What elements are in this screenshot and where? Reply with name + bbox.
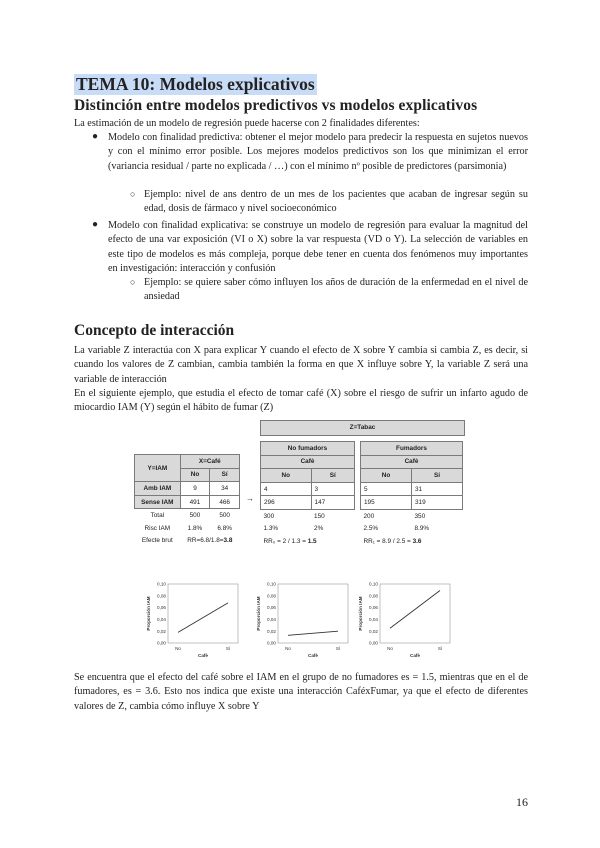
y-tick-label: 0,04 — [369, 617, 378, 622]
section-heading-distincion: Distinción entre modelos predictivos vs modelos explicativos — [74, 97, 478, 114]
y-tick-label: 0,08 — [267, 593, 276, 599]
x-axis-label: Cafè — [410, 653, 420, 658]
page-title: TEMA 10: Modelos explicativos — [76, 74, 315, 94]
y-tick-label: 0,02 — [369, 628, 378, 634]
plot-frame — [278, 584, 348, 643]
x-tick-label: No — [387, 646, 393, 651]
smokers-rr — [361, 535, 463, 548]
subheader-cafe: Cafè — [361, 455, 463, 469]
x-tick-label: Sí — [335, 646, 341, 651]
col-si: Sí — [210, 468, 240, 482]
paragraph-ejemplo: En el siguiente ejemplo, que estudia el efecto de tomar café (X) sobre el riesgo de sufrir un infarto agudo de miocardio IAM (Y) según el hábito de fumar (Z) — [74, 388, 528, 414]
bullet-marker: ● — [92, 131, 99, 142]
table-cell: 147 — [311, 496, 354, 510]
sub-bullet-marker: ○ — [130, 189, 136, 199]
sub-bullet-explicativa: Ejemplo: se quiere saber cómo influyen los años de duración de la enfermedad en el nivel de ansiedad — [144, 277, 528, 303]
table-cell: 296 — [261, 496, 312, 510]
plot-frame — [168, 584, 238, 643]
table-cell: 466 — [210, 495, 240, 509]
y-tick-label: 0,10 — [369, 581, 378, 587]
y-axis-label: Proporción IAM — [358, 596, 363, 631]
table-cell: 1.8% — [187, 524, 203, 532]
table-cell: 2.5% — [363, 525, 379, 533]
crude-rr-value: 3.8 — [223, 537, 233, 545]
crude-rr-formula: RR=6.8/1.8= — [187, 537, 224, 545]
table-cell: 300 — [263, 512, 275, 520]
x-tick-label: Sí — [225, 646, 231, 651]
interaction-figure — [132, 420, 468, 665]
table-cell: 8.9% — [414, 525, 430, 533]
table-cell: 500 — [219, 512, 230, 520]
col-si: Sí — [411, 469, 462, 483]
y-tick-label: 0,06 — [369, 605, 378, 611]
x-axis-label: Cafè — [198, 653, 208, 658]
smokers-rr-formula: RR₁ = 8.9 / 2.5 = — [363, 537, 413, 545]
y-tick-label: 0,00 — [369, 640, 378, 646]
x-tick-label: No — [285, 646, 291, 651]
y-tick-label: 0,06 — [157, 605, 166, 611]
table-cell: 9 — [180, 482, 210, 496]
paragraph-definicion: La variable Z interactúa con X para explicar Y cuando el efecto de X sobre Y cambia si cambia Z, es decir, si cuando los valores de Z cambian, cambia también la forma en que X influye sobre Y, la variable Z será una variable de interacción — [74, 345, 528, 385]
nonsmokers-rr-formula: RR₀ = 2 / 1.3 = — [263, 537, 308, 545]
col-no: No — [261, 469, 312, 483]
plot-frame — [380, 584, 450, 643]
smokers-rr-value: 3.6 — [412, 537, 422, 545]
paragraph-conclusion: Se encuentra que el efecto del café sobre el IAM en el grupo de no fumadores es = 1.5, mientras que en el de fumadores, es = 3.6. Esto nos indica que existe una interacción CaféxFumar, ya que el efecto de diferentes valores de Z, cambia cómo influye X sobre Y — [74, 672, 528, 712]
table-cell: 3 — [311, 482, 354, 496]
plot-crude — [142, 580, 242, 662]
section-heading-interaccion: Concepto de interacción — [74, 322, 235, 339]
bullet-explicativa: Modelo con finalidad explicativa: se construye un modelo de regresión para evaluar la magnitud del efecto de una var exposición (VI o X) sobre la var respuesta (VD o Y). La selección de variables en este tipo de modelos es más compleja, porque debe tener en cuenta dos fenómenos muy importantes en investigación: interacción y confusión — [108, 220, 528, 274]
table-cell: 491 — [180, 495, 210, 509]
x-axis-label: Cafè — [308, 653, 318, 658]
table-cell: 4 — [261, 482, 312, 496]
col-no: No — [361, 469, 412, 483]
table-cell: 31 — [411, 482, 462, 496]
intro-paragraph: La estimación de un modelo de regresión puede hacerse con 2 finalidades diferentes: — [74, 118, 420, 129]
nonsmokers-rr-value: 1.5 — [307, 537, 317, 545]
bullet-marker: ● — [92, 219, 99, 230]
table-cell: 500 — [189, 512, 201, 520]
arrow-icon: → — [246, 494, 254, 503]
crude-rr — [180, 535, 239, 548]
page-number: 16 — [516, 795, 528, 809]
table-cell: 2% — [314, 525, 324, 533]
bullet-predictiva: Modelo con finalidad predictiva: obtener el mejor modelo para predecir la respuesta en sujetos nuevos y con el mínimo error posible. Los mejores modelos predictivos son los que minimizan el error (variancia residual / parte no explicada / …) con el mínimo nº posible de predictores (parsimonia) — [108, 132, 528, 172]
table-cell: 195 — [361, 496, 412, 510]
y-tick-label: 0,02 — [157, 628, 166, 634]
row-amb-iam: Amb IAM — [135, 482, 181, 496]
y-tick-label: 0,00 — [157, 640, 166, 646]
smokers-table — [360, 441, 463, 548]
table-cell: 319 — [411, 496, 462, 510]
z-header: Z=Tabac — [260, 420, 465, 436]
y-tick-label: 0,10 — [267, 581, 276, 587]
table-cell: 34 — [210, 482, 240, 496]
plot-smokers — [354, 580, 454, 662]
row-total: Total — [150, 512, 165, 520]
sub-bullet-marker: ○ — [130, 277, 136, 287]
table-cell: 5 — [361, 482, 412, 496]
row-sense-iam: Sense IAM — [135, 495, 181, 509]
y-tick-label: 0,10 — [157, 581, 166, 587]
sub-bullet-predictiva: Ejemplo: nivel de ans dentro de un mes de los pacientes que acaban de ingresar según su edad, dosis de fármaco y nivel socioeconómico — [144, 189, 528, 215]
table-cell: 1.3% — [263, 525, 279, 533]
col-si: Sí — [311, 469, 354, 483]
group-fumadors: Fumadors — [361, 442, 463, 456]
table-cell: 150 — [314, 512, 325, 520]
table-cell: 350 — [414, 512, 426, 520]
plot-nonsmokers — [252, 580, 352, 662]
y-axis-label: Proporción IAM — [146, 596, 151, 631]
crude-table — [134, 454, 240, 547]
subheader-cafe: Cafè — [261, 455, 355, 469]
x-tick-label: No — [175, 646, 181, 651]
y-tick-label: 0,08 — [369, 593, 378, 599]
col-no: No — [180, 468, 210, 482]
y-tick-label: 0,06 — [267, 605, 276, 611]
row-efecte: Efecte brut — [141, 537, 173, 545]
x-label: X=Café — [180, 455, 239, 469]
x-tick-label: Sí — [437, 646, 443, 651]
table-cell: 6.8% — [217, 524, 232, 532]
nonsmokers-rr — [261, 535, 355, 548]
y-tick-label: 0,04 — [157, 617, 166, 622]
y-tick-label: 0,00 — [267, 640, 276, 646]
y-tick-label: 0,04 — [267, 617, 276, 622]
group-no-fumadors: No fumadors — [261, 442, 355, 456]
y-axis-label: Proporción IAM — [256, 596, 261, 631]
y-tick-label: 0,08 — [157, 593, 166, 599]
table-cell: 200 — [363, 512, 375, 520]
row-risc: Risc IAM — [144, 524, 171, 532]
y-label: Y=IAM — [135, 455, 181, 482]
nonsmokers-table — [260, 441, 355, 548]
y-tick-label: 0,02 — [267, 628, 276, 634]
